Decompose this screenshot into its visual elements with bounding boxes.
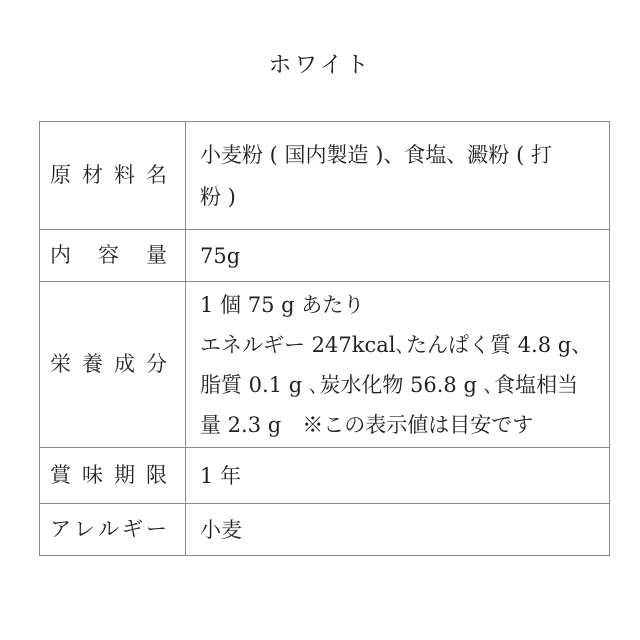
allergy-line: 小麦 — [200, 517, 242, 542]
table-row-expiry — [40, 448, 610, 504]
allergy-value — [186, 504, 610, 556]
product-spec-table — [39, 121, 610, 556]
table-row-nutrition — [40, 282, 610, 448]
expiry-label: 賞 味 期 限 — [40, 448, 186, 504]
ingredients-label: 原 材 料 名 — [40, 122, 186, 230]
ingredients-value — [186, 122, 610, 230]
nutrition-line: 量 2.3 g ※この表示値は目安です — [200, 412, 534, 437]
content-value — [186, 230, 610, 282]
content-label: 内 容 量 — [40, 230, 186, 282]
nutrition-value — [186, 282, 610, 448]
ingredients-line: 粉 ) — [200, 184, 236, 209]
table-row-ingredients — [40, 122, 610, 230]
ingredients-line: 小麦粉 ( 国内製造 )、食塩、澱粉 ( 打 — [200, 142, 552, 167]
content-line: 75g — [200, 243, 241, 268]
product-title: ホワイト — [268, 52, 372, 78]
expiry-value — [186, 448, 610, 504]
table-row-content — [40, 230, 610, 282]
nutrition-line: 1 個 75 g あたり — [200, 292, 365, 317]
table-row-allergy — [40, 504, 610, 556]
nutrition-line: エネルギー 247kcal､たんぱく質 4.8 g、 — [200, 332, 593, 357]
expiry-line: 1 年 — [200, 463, 242, 488]
allergy-label: ア レ ル ギ ー — [40, 504, 186, 556]
nutrition-line: 脂質 0.1 g ､炭水化物 56.8 g ､食塩相当 — [200, 372, 579, 397]
nutrition-label: 栄 養 成 分 — [40, 282, 186, 448]
